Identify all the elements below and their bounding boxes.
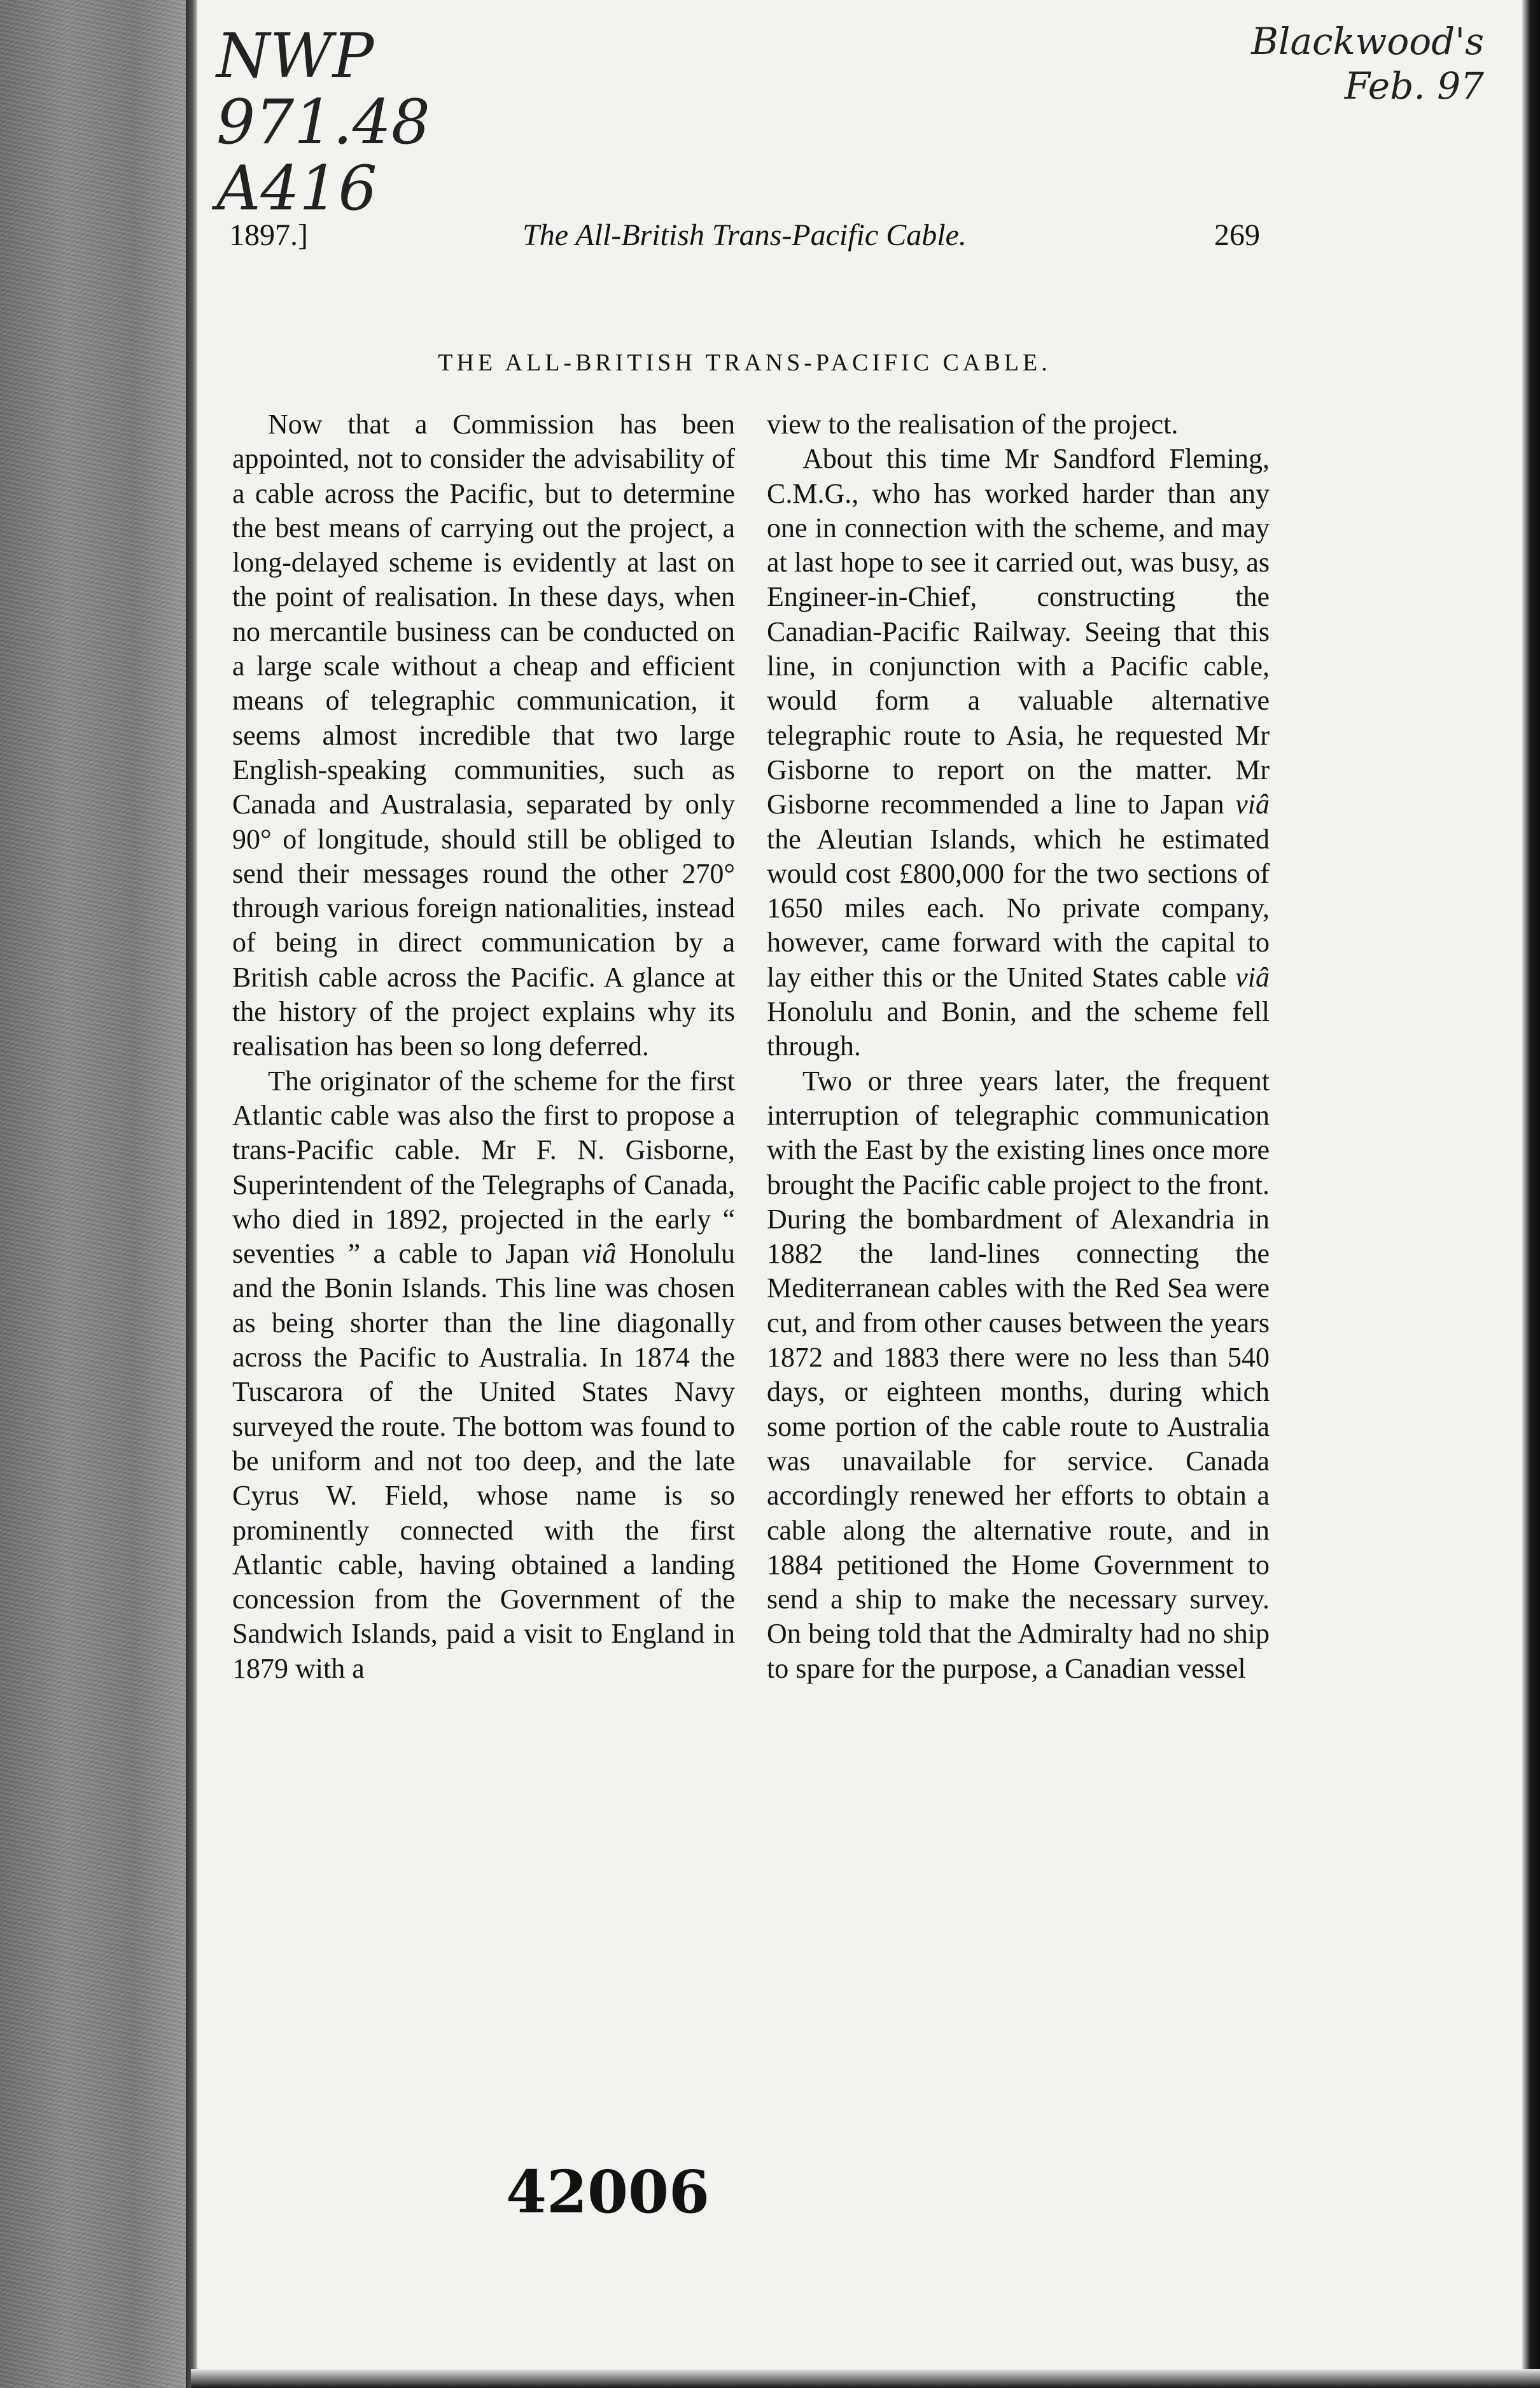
paragraph: The originator of the scheme for the first Atlantic cable was also the first to propose a trans-Pacific cable. Mr F. N. Gisborne, Superintendent of the Telegraphs of Canada, who died in 1892, projected in the early “ seventies ” a cable to Japan viâ Honolulu and the Bonin Islands. This line was chosen as being shorter than the line diagonally across the Pacific to Australia. In 1874 the Tuscarora of the United States Navy surveyed the route. The bottom was found to be uniform and not too deep, and the late Cyrus W. Field, whose name is so prominently connected with the first Atlantic cable, having obtained a landing concession from the Government of the Sandwich Islands, paid a visit to England in 1879 with a — [232, 1065, 735, 1684]
accession-stamp: 42006 — [506, 2158, 710, 2226]
running-head-title: The All-British Trans-Pacific Cable. — [522, 218, 967, 252]
source-annotation — [1251, 20, 1484, 112]
gutter-shadow — [186, 0, 197, 2388]
page-edge-right — [1522, 0, 1540, 2388]
paragraph: About this time Mr Sandford Fleming, C.M.G., who has worked harder than any one in connection with the scheme, and may at last hope to see it carried out, was busy, as Engineer-in-Chief, constructing the Canadian-Pacific Railway. Seeing that this line, in conjunction with a Pacific cable, would form a valuable alternative telegraphic route to Asia, he requested Mr Gisborne to report on the matter. Mr Gisborne recommended a line to Japan viâ the Aleutian Islands, which he estimated would cost £800,000 for the two sections of 1650 miles each. No private company, however, came forward with the capital to lay either this or the United States cable viâ Honolulu and Bonin, and the scheme fell through. — [767, 443, 1270, 1062]
call-number-line: A416 — [216, 153, 377, 224]
running-head-year: 1897.] — [229, 218, 308, 252]
right-column — [767, 407, 1270, 1686]
left-column — [232, 407, 735, 1686]
call-number-line: 971.48 — [216, 87, 430, 158]
paragraph: Two or three years later, the frequent interruption of telegraphic communication with the East by the existing lines once more brought the Pacific cable project to the front. During the bombardment of Alexandria in 1882 the land-lines connecting the Mediterranean cables with the Red Sea were cut, and from other causes between the years 1872 and 1883 there were no less than 540 days, or eighteen months, during which some portion of the cable route to Australia was unavailable for service. Canada accordingly renewed her efforts to obtain a cable along the alternative route, and in 1884 petitioned the Home Government to send a ship to make the necessary survey. On being told that the Admiralty had no ship to spare for the purpose, a Canadian vessel — [767, 1065, 1270, 1684]
paragraph: view to the realisation of the project. — [767, 409, 1179, 440]
article-title: THE ALL-BRITISH TRANS-PACIFIC CABLE. — [438, 349, 1051, 376]
call-number-line: NWP — [216, 20, 374, 92]
paragraph: Now that a Commission has been appointed, not to consider the advisability of a cable across the Pacific, but to determine the best means of carrying out the project, a long-delayed scheme is evidently at last on the point of realisation. In these days, when no mercantile business can be conducted on a large scale without a cheap and efficient means of telegraphic communication, it seems almost incredible that two large English-speaking communities, such as Canada and Australasia, separated by only 90° of longitude, should still be obliged to send their messages round the other 270° through various foreign nationalities, instead of being in direct communication by a British cable across the Pacific. A glance at the history of the project explains why its realisation has been so long deferred. — [232, 409, 735, 1062]
page-edge-bottom — [191, 2369, 1540, 2388]
source-line: Blackwood's — [1251, 20, 1484, 63]
source-line: Feb. 97 — [1344, 64, 1484, 108]
running-head — [229, 216, 1260, 255]
page-number: 269 — [1214, 218, 1260, 252]
call-number-annotation — [216, 20, 430, 224]
book-binding — [0, 0, 191, 2388]
